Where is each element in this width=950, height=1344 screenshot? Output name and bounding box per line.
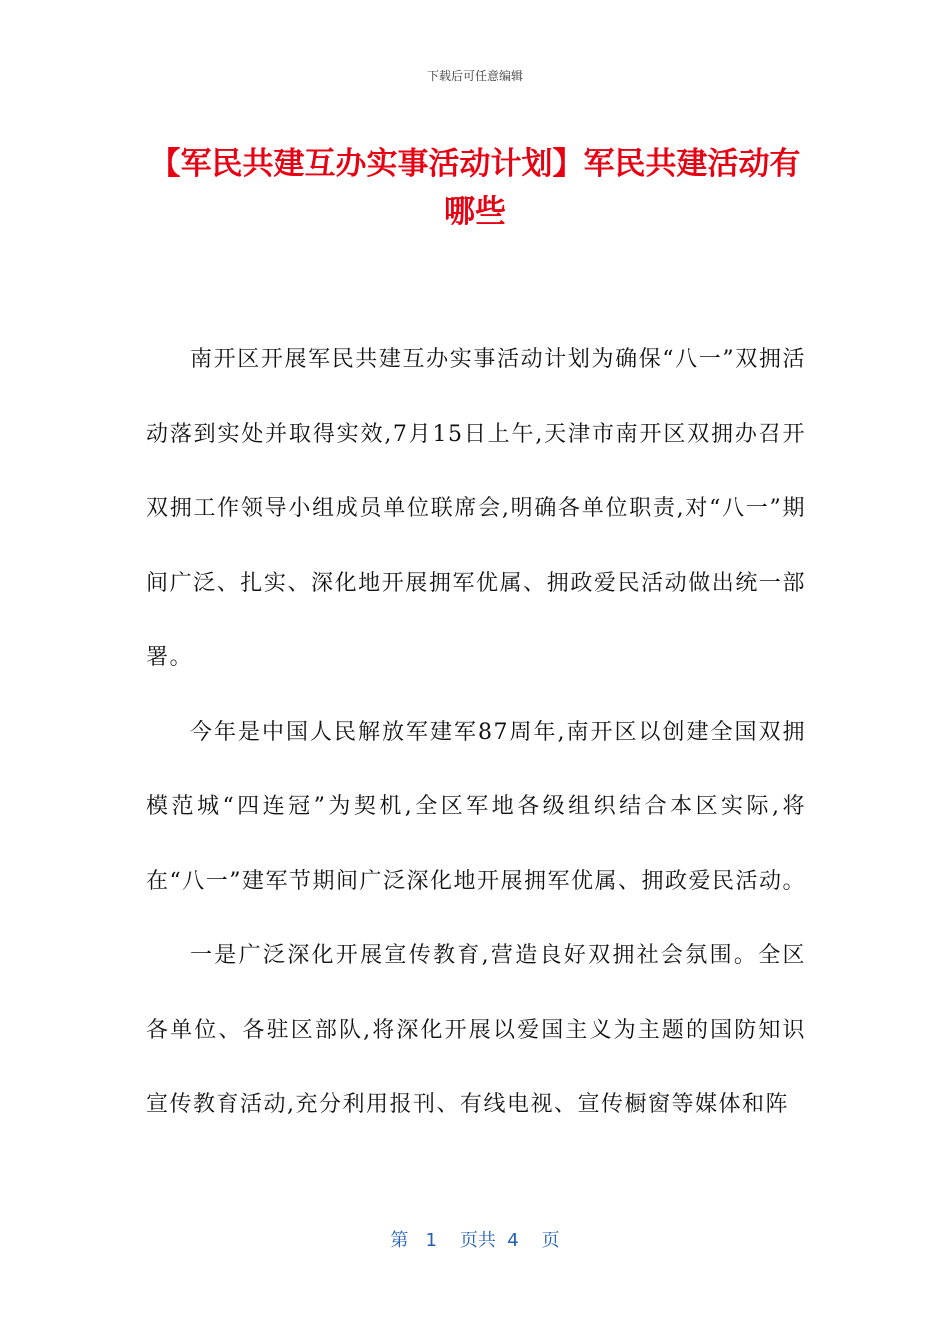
document-body <box>146 323 806 1143</box>
paragraph-3: 一是广泛深化开展宣传教育,营造良好双拥社会氛围。全区各单位、各驻区部队,将深化开展以爱国主义为主题的国防知识宣传教育活动,充分利用报刊、有线电视、宣传橱窗等媒体和阵 <box>146 943 806 1117</box>
header-note: 下载后可任意编辑 <box>426 69 523 83</box>
page-footer: 第 1 页共 4 页 <box>390 1230 560 1251</box>
paragraph-1: 南开区开展军民共建互办实事活动计划为确保“八一”双拥活动落到实处并取得实效,7月15日上午,天津市南开区双拥办召开双拥工作领导小组成员单位联席会,明确各单位职责,对“八一”期间广泛、扎实、深化地开展拥军优属、拥政爱民活动做出统一部署。 <box>146 347 806 670</box>
paragraph-2: 今年是中国人民解放军建军87周年,南开区以创建全国双拥模范城“四连冠”为契机,全区军地各级组织结合本区实际,将在“八一”建军节期间广泛深化地开展拥军优属、拥政爱民活动。 <box>146 719 806 894</box>
document-title: 【军民共建互办实事活动计划】军民共建活动有哪些 <box>149 146 801 230</box>
